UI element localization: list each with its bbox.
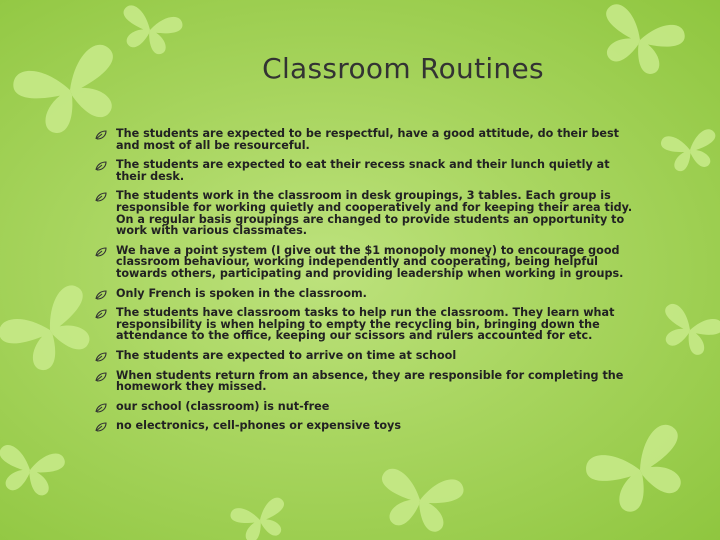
butterfly-icon bbox=[0, 444, 66, 499]
leaf-icon bbox=[95, 247, 107, 257]
leaf-icon bbox=[95, 403, 107, 413]
list-item bbox=[95, 420, 640, 432]
list-item bbox=[95, 288, 640, 300]
leaf-icon bbox=[95, 290, 107, 300]
list-item bbox=[95, 190, 640, 236]
butterfly-icon bbox=[229, 496, 292, 540]
bullet-text: The students are expected to be respectful, have a good attitude, do their best and most of all be resourceful. bbox=[116, 127, 619, 152]
bullet-text: The students are expected to arrive on time at school bbox=[116, 348, 457, 362]
list-item bbox=[95, 128, 640, 151]
bullet-text: no electronics, cell-phones or expensive toys bbox=[116, 419, 401, 433]
bullet-list bbox=[95, 128, 640, 440]
leaf-icon bbox=[95, 309, 107, 319]
bullet-text: When students return from an absence, they are responsible for completing the homework they missed. bbox=[116, 368, 624, 394]
butterfly-icon bbox=[660, 128, 720, 174]
butterfly-icon bbox=[374, 467, 465, 536]
bullet-text: The students work in the classroom in desk groupings, 3 tables. Each group is responsible for working quietly and cooperatively and for keeping their area tidy. On a regular basis groupings are changed to provide students an opportunity to work with various classmates. bbox=[116, 189, 633, 238]
leaf-icon bbox=[95, 352, 107, 362]
list-item bbox=[95, 370, 640, 393]
list-item bbox=[95, 159, 640, 182]
leaf-icon bbox=[95, 422, 107, 432]
bullet-text: The students have classroom tasks to help run the classroom. They learn what responsibility is when helping to empty the recycling bin, bringing down the attendance to the office, keeping our scissors and rulers accounted for etc. bbox=[116, 306, 615, 343]
butterfly-icon bbox=[115, 4, 184, 59]
butterfly-icon bbox=[0, 281, 107, 382]
bullet-text: Only French is spoken in the classroom. bbox=[116, 286, 367, 300]
leaf-icon bbox=[95, 192, 107, 202]
list-item bbox=[95, 245, 640, 280]
bullet-text: The students are expected to eat their recess snack and their lunch quietly at their desk. bbox=[116, 158, 610, 183]
list-item bbox=[95, 401, 640, 413]
bullet-text: We have a point system (I give out the $1 monopoly money) to encourage good classroom behaviour, working independently and cooperating, being helpful towards others, participating and providing leadership when working in groups. bbox=[116, 243, 624, 280]
leaf-icon bbox=[95, 372, 107, 382]
butterfly-icon bbox=[654, 302, 720, 361]
slide-title: Classroom Routines bbox=[262, 52, 544, 85]
list-item bbox=[95, 307, 640, 342]
leaf-icon bbox=[95, 130, 107, 140]
bullet-text: our school (classroom) is nut-free bbox=[116, 399, 330, 413]
leaf-icon bbox=[95, 161, 107, 171]
list-item bbox=[95, 350, 640, 362]
